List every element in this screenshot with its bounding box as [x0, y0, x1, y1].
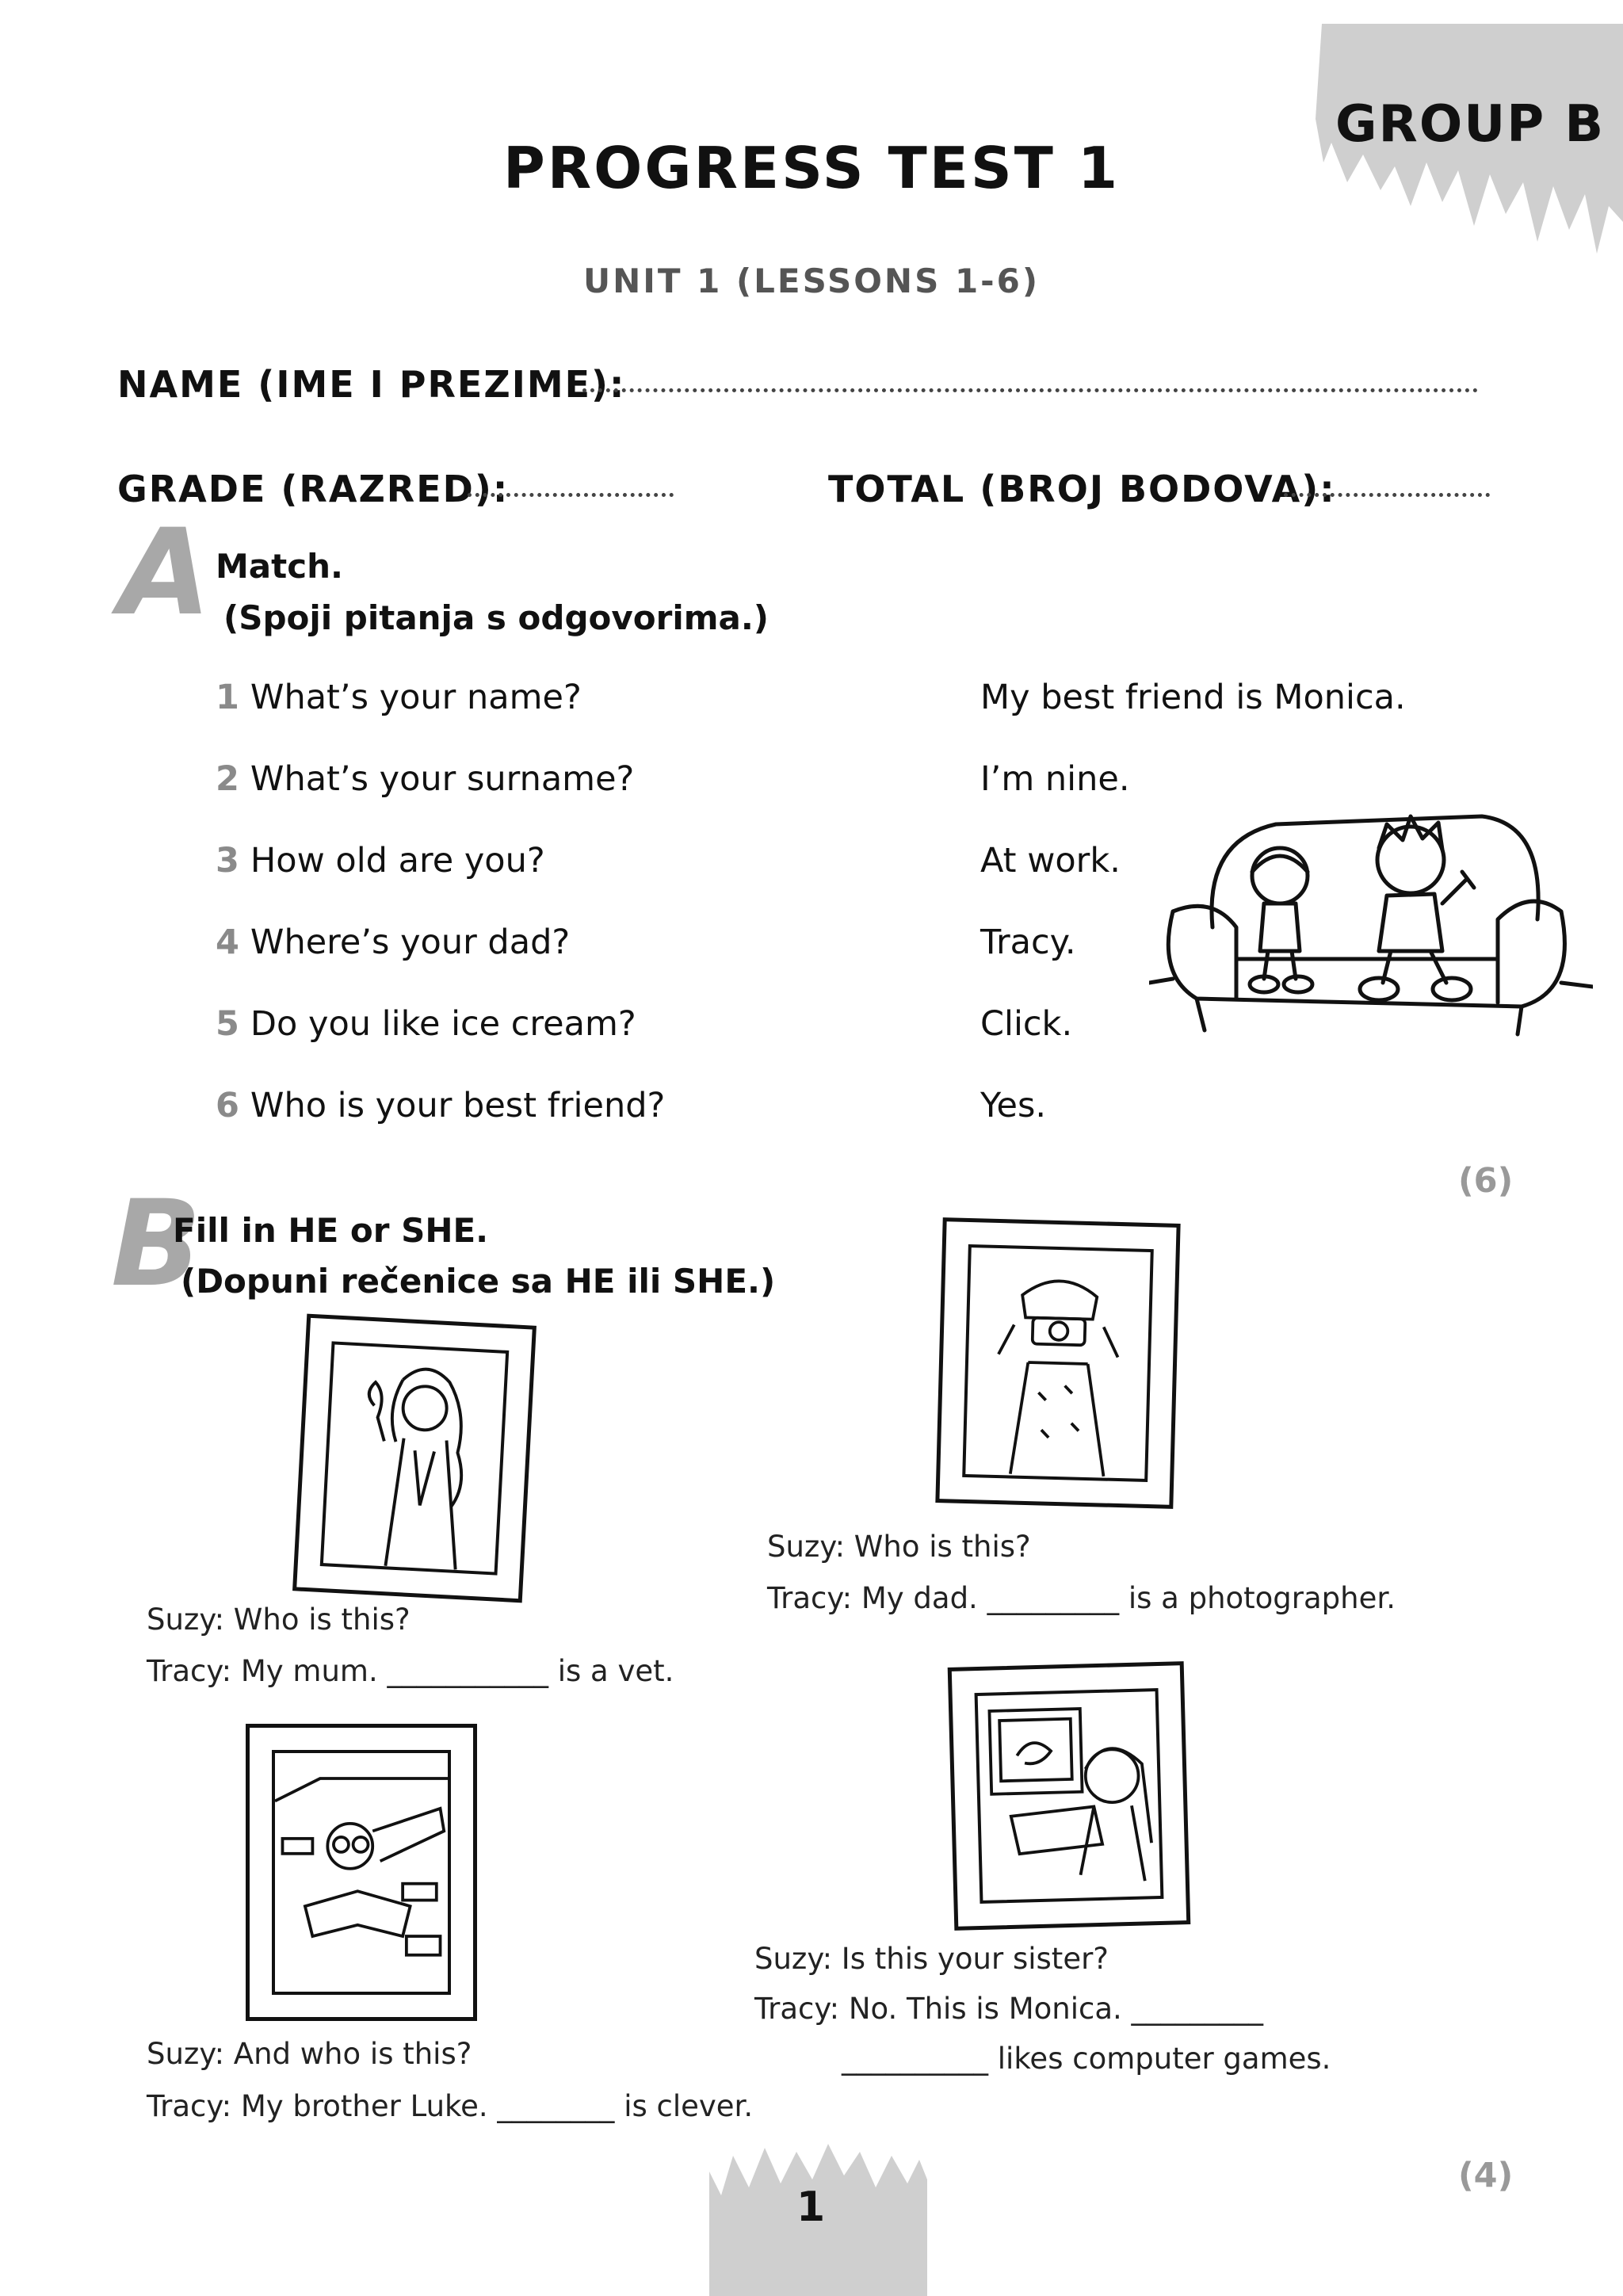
- photo-frame-mum: [292, 1314, 537, 1603]
- dad-photographer-drawing: [965, 1247, 1150, 1479]
- mum-vet-drawing: [323, 1345, 506, 1572]
- photo-frame-brother: [246, 1724, 477, 2021]
- section-a-instruction-hr: (Spoji pitanja s odgovorima.): [223, 598, 769, 637]
- grade-field[interactable]: [468, 485, 674, 497]
- item-3-line-2: Tracy: My brother Luke. ________ is clever.: [147, 2089, 754, 2123]
- section-b-score: (4): [1458, 2156, 1514, 2195]
- question-6: 6 Who is your best friend?: [216, 1086, 666, 1125]
- question-5: 5 Do you like ice cream?: [216, 1004, 636, 1044]
- question-4: 4 Where’s your dad?: [216, 923, 571, 962]
- item-3-line-1: Suzy: And who is this?: [147, 2037, 472, 2071]
- item-4-line-3: __________ likes computer games.: [842, 2042, 1331, 2076]
- group-label: GROUP B: [1335, 95, 1606, 154]
- photo-frame-dad: [935, 1217, 1180, 1509]
- question-2: 2 What’s your surname?: [216, 759, 635, 799]
- answer-5: Click.: [980, 1004, 1073, 1044]
- section-a-instruction: Match.: [216, 547, 343, 586]
- photo-frame-monica: [948, 1661, 1191, 1931]
- answer-4: Tracy.: [980, 923, 1076, 962]
- section-b-instruction-hr: (Dopuni rečenice sa HE ili SHE.): [181, 1262, 776, 1301]
- sofa-kids-illustration: [1149, 793, 1593, 1046]
- page-subtitle: UNIT 1 (LESSONS 1-6): [582, 262, 1041, 300]
- section-b-letter: B: [111, 1175, 202, 1313]
- question-3: 3 How old are you?: [216, 841, 545, 881]
- item-4-line-1: Suzy: Is this your sister?: [754, 1942, 1109, 1976]
- monica-computer-drawing: [978, 1691, 1161, 1901]
- name-field[interactable]: [582, 380, 1478, 392]
- answer-1: My best friend is Monica.: [980, 678, 1406, 717]
- grade-label: GRADE (RAZRED):: [117, 468, 510, 510]
- item-2-line-1: Suzy: Who is this?: [767, 1530, 1031, 1564]
- total-field[interactable]: [1284, 485, 1490, 497]
- section-a-letter: A: [119, 504, 212, 642]
- question-1: 1 What’s your name?: [216, 678, 582, 717]
- answer-6: Yes.: [980, 1086, 1047, 1125]
- item-1-line-1: Suzy: Who is this?: [147, 1603, 411, 1637]
- page-number: 1: [796, 2183, 826, 2231]
- name-label: NAME (IME I PREZIME):: [117, 363, 626, 406]
- answer-2: I’m nine.: [980, 759, 1130, 799]
- section-a-score: (6): [1458, 1161, 1514, 1201]
- section-b-instruction: Fill in HE or SHE.: [173, 1211, 489, 1250]
- item-4-line-2: Tracy: No. This is Monica. _________: [754, 1992, 1264, 2026]
- page-title: PROGRESS TEST 1: [502, 135, 1121, 201]
- brother-reading-drawing: [275, 1753, 448, 1992]
- item-2-line-2: Tracy: My dad. _________ is a photographer.: [767, 1581, 1396, 1615]
- answer-3: At work.: [980, 841, 1121, 881]
- item-1-line-2: Tracy: My mum. ___________ is a vet.: [147, 1654, 674, 1688]
- total-label: TOTAL (BROJ BODOVA):: [828, 468, 1336, 510]
